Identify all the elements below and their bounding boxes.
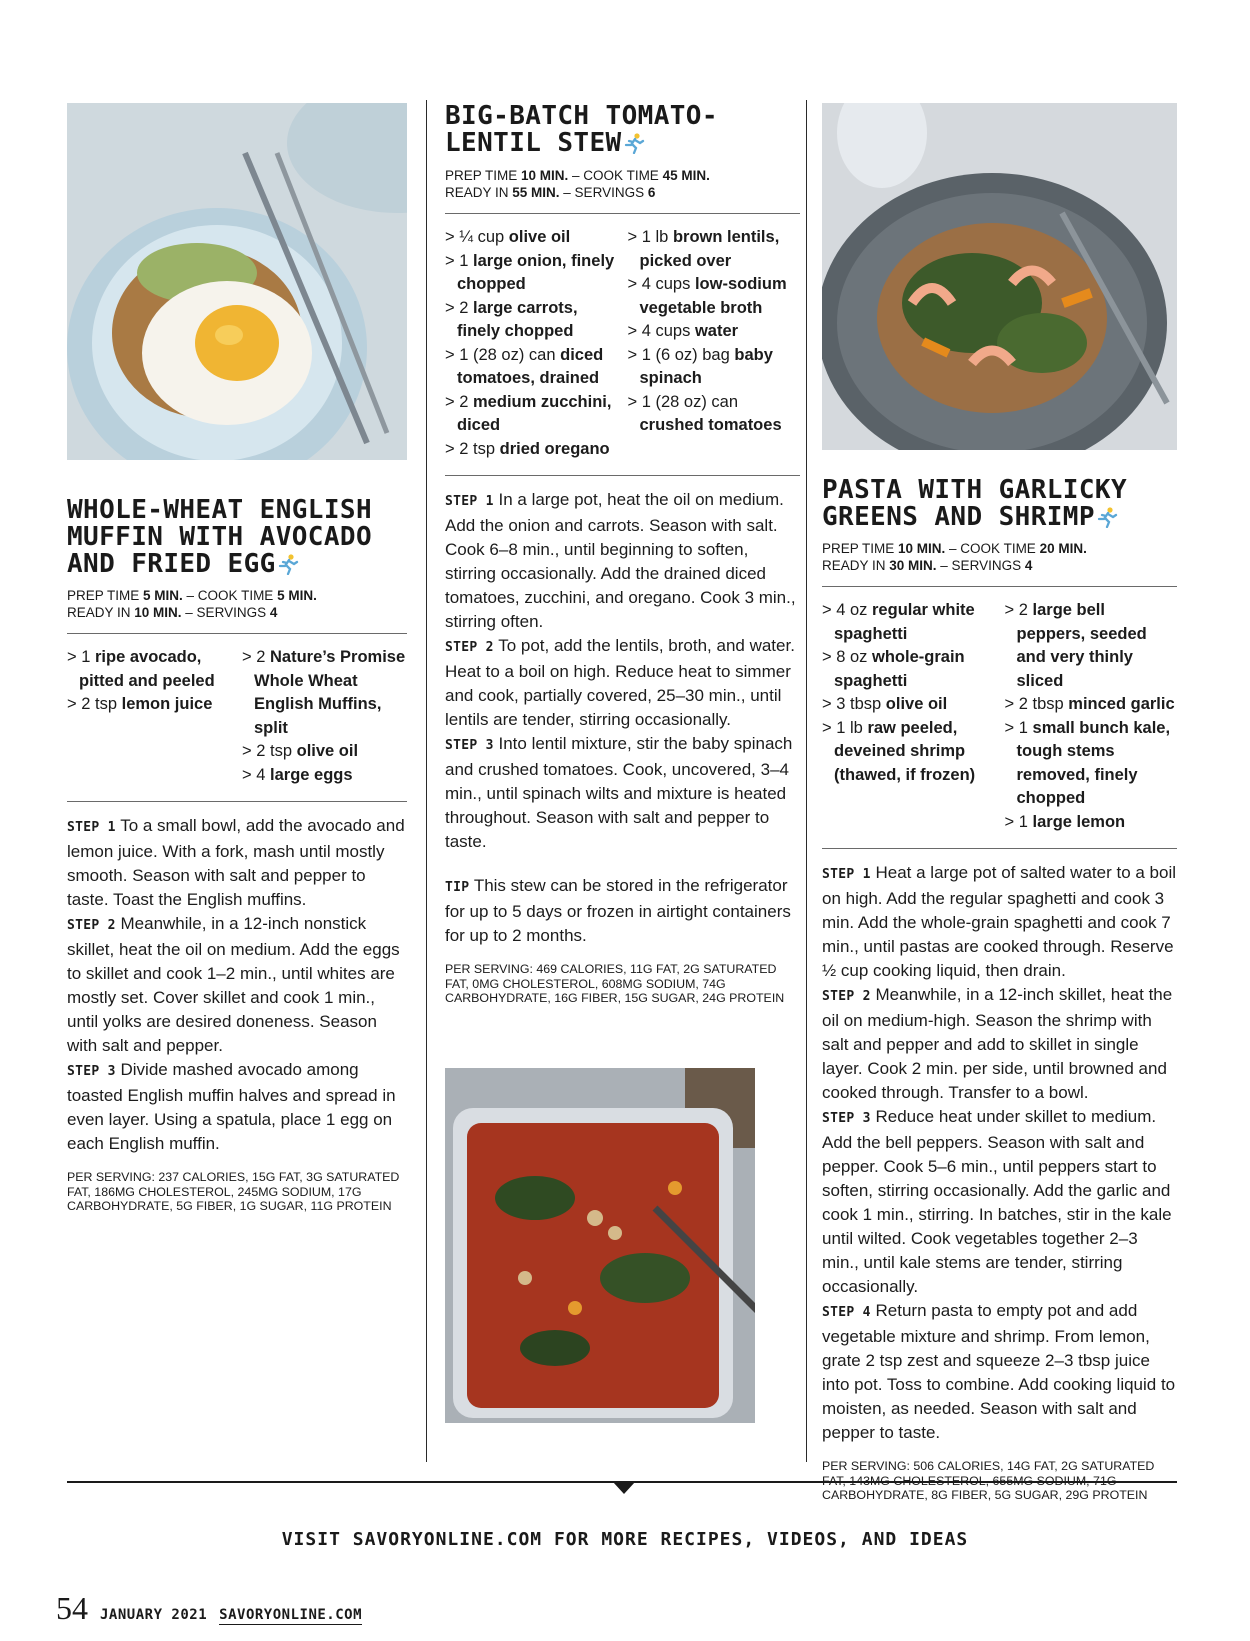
ingredient-item: > 1 (28 oz) can crushed tomatoes (627, 392, 782, 434)
recipe-steps (445, 488, 800, 948)
meta-label: PREP TIME (67, 588, 144, 603)
ingredient-column (628, 226, 801, 461)
tip-text: This stew can be stored in the refrigerator for up to 5 days or frozen in airtight containers for up to 2 months. (445, 876, 791, 945)
ingredient-item: > 2 large bell peppers, seeded and very thinly sliced (1004, 601, 1147, 690)
ingredient-column (445, 226, 618, 461)
meta-times (822, 540, 1177, 557)
ingredient-column (1005, 599, 1178, 834)
ingredient-item: > 1 (6 oz) bag baby spinach (627, 345, 773, 387)
meta-label: – SERVINGS (181, 605, 270, 620)
step (445, 634, 800, 732)
ingredient-list (445, 226, 800, 461)
running-figure-icon (276, 553, 300, 575)
divider (67, 801, 407, 802)
meta-ready (445, 184, 800, 201)
ingredient-column (822, 599, 995, 834)
ingredient-item: > 1 lb brown lentils, picked over (627, 228, 780, 270)
step (822, 1105, 1177, 1299)
meta-value: 45 MIN. (662, 168, 710, 183)
ingredient-item: > 2 large carrots, finely chopped (445, 298, 578, 340)
divider (822, 586, 1177, 587)
stew-photo (445, 1068, 755, 1423)
ingredient-item: > 4 oz regular white spaghetti (822, 601, 975, 643)
meta-times (445, 167, 800, 184)
ingredient-item: > 4 cups water (627, 322, 739, 340)
step-text: In a large pot, heat the oil on medium. Add the onion and carrots. Season with salt. Cook 6–8 min., until beginning to soften, stirring occasionally. Add the drained diced tomatoes, zucchini, and oregano. Cook 3 min., stirring often. (445, 490, 796, 631)
tip-label: TIP (445, 880, 470, 895)
meta-value: 5 MIN. (277, 588, 317, 603)
ingredient-item: > 1 ripe avocado, pitted and peeled (67, 648, 215, 690)
ingredient-item: > 2 tsp lemon juice (67, 695, 213, 713)
divider (445, 213, 800, 214)
ingredient-list (822, 599, 1177, 834)
step-text: To pot, add the lentils, broth, and water. Heat to a boil on high. Reduce heat to simmer and cook, partially covered, 25–30 min., until lentils are tender, stirring occasionally. (445, 636, 795, 729)
meta-label: – COOK TIME (568, 168, 663, 183)
meta-label: – COOK TIME (945, 541, 1040, 556)
column-divider (806, 100, 807, 1462)
site-link[interactable]: SAVORYONLINE.COM (219, 1607, 363, 1623)
meta-value: 4 (269, 605, 278, 620)
meta-label: PREP TIME (445, 168, 522, 183)
recipe-steps (822, 861, 1177, 1445)
step-label: STEP 2 (445, 640, 494, 655)
page-folio (56, 1590, 362, 1627)
step-text: Heat a large pot of salted water to a boil on high. Add the regular spaghetti and cook 3 min. Add the whole-grain spaghetti and cook 7 min., until pastas are cooked through. Reserve ½ cup cooking liquid, then drain. (822, 863, 1177, 980)
meta-ready (822, 557, 1177, 574)
recipe-title (445, 103, 800, 157)
pasta-photo (822, 103, 1177, 450)
recipe-meta (445, 167, 800, 201)
column-divider (426, 100, 427, 1462)
meta-value: 10 MIN. (134, 605, 182, 620)
ingredient-item: > 1 large lemon (1004, 812, 1126, 831)
nutrition-info: PER SERVING: 506 CALORIES, 14G FAT, 2G SATURATED CARBOHYDRATE, 8G FIBER, 5G SUGAR, 29G PROTEIN (822, 1459, 1155, 1502)
divider (822, 848, 1177, 849)
step-text: Into lentil mixture, stir the baby spinach and crushed tomatoes. Cook, uncovered, 3–4 min., until spinach wilts and mixture is heated throughout. Season with salt and pepper to taste. (445, 734, 793, 851)
meta-label: – COOK TIME (182, 588, 278, 603)
ingredient-item: > 1 lb raw peeled, deveined shrimp (thawed, if frozen) (822, 718, 976, 784)
recipe-meta (67, 587, 407, 621)
step-label: STEP 1 (445, 494, 494, 509)
recipe-pasta (822, 103, 1177, 1503)
step (822, 861, 1177, 983)
issue-date: JANUARY 2021 (100, 1607, 208, 1623)
meta-value: 10 MIN. (521, 168, 569, 183)
recipe-muffin (67, 103, 407, 1214)
muffin-photo (67, 103, 407, 460)
step-label: STEP 3 (445, 738, 494, 753)
ingredient-item: > 3 tbsp olive oil (822, 695, 948, 713)
ingredient-item: > 2 tbsp minced garlic (1004, 695, 1175, 713)
step (445, 488, 800, 634)
recipe-steps (67, 814, 407, 1156)
ingredient-item: > 4 cups low-sodium vegetable broth (627, 275, 787, 317)
ingredient-item: > 1 large onion, finely chopped (445, 251, 615, 293)
ingredient-item: > 2 medium zucchini, diced (445, 392, 612, 434)
step-text: To a small bowl, add the avocado and lemon juice. With a fork, mash until mostly smooth. Season with salt and pepper to taste. Toast the English muffins. (67, 816, 405, 909)
step-text: Reduce heat under skillet to medium. Add the bell peppers. Season with salt and pepper. Cook 5–6 min., until peppers start to soften, stirring occasionally. Add the garlic and cook 1 min., stirring. In batches, stir in the kale until wilted. Cook vegetables together 2–3 min., until kale stems are tender, stirring occasionally. (822, 1107, 1172, 1296)
recipe-title-text: PASTA WITH GARLICKY GREENS AND SHRIMP (822, 475, 1128, 532)
footer-cta-link[interactable]: VISIT SAVORYONLINE.COM FOR MORE RECIPES, VIDEOS, AND IDEAS (281, 1529, 969, 1550)
meta-value: 4 (1024, 558, 1033, 573)
step-text: Divide mashed avocado among toasted English muffin halves and spread in even layer. Using a spatula, place 1 egg on each English muffin. (67, 1060, 396, 1153)
ingredient-item: > 1 (28 oz) can diced tomatoes, drained (445, 345, 604, 387)
page-number: 54 (56, 1590, 88, 1626)
recipe-stew (445, 103, 800, 1423)
running-figure-icon (622, 132, 646, 154)
ingredient-item: > ¼ cup olive oil (445, 228, 571, 246)
nutrition-info: PER SERVING: 237 CALORIES, 15G FAT, 3G SATURATED FAT, 186MG CHOLESTEROL, 245MG SODIUM, 17G CARBOHYDRATE, 5G FIBER, 1G SUGAR, 11G PROTEIN (67, 1170, 400, 1213)
meta-label: PREP TIME (822, 541, 899, 556)
step-text: Return pasta to empty pot and add vegetable mixture and shrimp. From lemon, grate 2 tsp zest and squeeze 2–3 tbsp juice into pot. Toss to combine. Add cooking liquid to moisten, as needed. Season with salt and pepper to taste. (822, 1301, 1176, 1442)
ingredient-column (242, 646, 407, 787)
recipe-title (67, 497, 407, 578)
step-text: Meanwhile, in a 12-inch nonstick skillet, heat the oil on medium. Add the eggs to skillet and cook 1–2 min., until whites are mostly set. Cover skillet and cook 1 min., until yolks are desired doneness. Season with salt and pepper. (67, 914, 400, 1055)
step-label: STEP 3 (67, 1064, 116, 1079)
step (445, 732, 800, 854)
nutrition-info: PER SERVING: 469 CALORIES, 11G FAT, 2G SATURATED FAT, 0MG CHOLESTEROL, 608MG SODIUM, 74G CARBOHYDRATE, 16G FIBER, 15G SUGAR, 24G PROTEIN (445, 962, 785, 1005)
running-figure-icon (1095, 506, 1119, 528)
recipe-title-text: BIG-BATCH TOMATO-LENTIL STEW (445, 101, 718, 158)
step (67, 1058, 407, 1156)
meta-value: 5 MIN. (143, 588, 183, 603)
meta-value: 20 MIN. (1039, 541, 1087, 556)
meta-label: – SERVINGS (559, 185, 648, 200)
ingredient-item: > 2 tsp dried oregano (445, 439, 610, 458)
meta-label: READY IN (67, 605, 135, 620)
ingredient-item: > 1 small bunch kale, tough stems removed, finely chopped (1004, 718, 1171, 807)
meta-label: READY IN (445, 185, 513, 200)
meta-value: 6 (647, 185, 656, 200)
meta-label: READY IN (822, 558, 890, 573)
step (67, 912, 407, 1058)
meta-value: 30 MIN. (889, 558, 937, 573)
step-label: STEP 1 (67, 820, 116, 835)
meta-value: 55 MIN. (512, 185, 560, 200)
chevron-down-icon (613, 1482, 635, 1494)
ingredient-item: > 2 tsp olive oil (242, 742, 359, 760)
meta-times (67, 587, 407, 604)
step-label: STEP 2 (67, 918, 116, 933)
ingredient-list (67, 646, 407, 787)
step-label: STEP 1 (822, 867, 871, 882)
step (822, 983, 1177, 1105)
step-label: STEP 2 (822, 989, 871, 1004)
meta-value: 10 MIN. (898, 541, 946, 556)
meta-ready (67, 604, 407, 621)
ingredient-item: > 4 large eggs (242, 765, 353, 784)
ingredient-column (67, 646, 232, 787)
divider (445, 475, 800, 476)
step (67, 814, 407, 912)
step (822, 1299, 1177, 1445)
ingredient-item: > 8 oz whole-grain spaghetti (822, 648, 965, 690)
recipe-title (822, 477, 1177, 531)
step-text: Meanwhile, in a 12-inch skillet, heat the oil on medium-high. Season the shrimp with salt and pepper and add to skillet in single layer. Cook 2 min. per side, until browned and cooked through. Transfer to a bowl. (822, 985, 1173, 1102)
recipe-title-text: WHOLE-WHEAT ENGLISH MUFFIN WITH AVOCADO AND FRIED EGG (67, 495, 373, 579)
meta-label: – SERVINGS (936, 558, 1025, 573)
step-label: STEP 4 (822, 1305, 871, 1320)
step-label: STEP 3 (822, 1111, 871, 1126)
divider (67, 633, 407, 634)
ingredient-item: > 2 Nature’s Promise Whole Wheat English Muffins, split (242, 648, 406, 737)
recipe-meta (822, 540, 1177, 574)
tip (445, 874, 800, 948)
